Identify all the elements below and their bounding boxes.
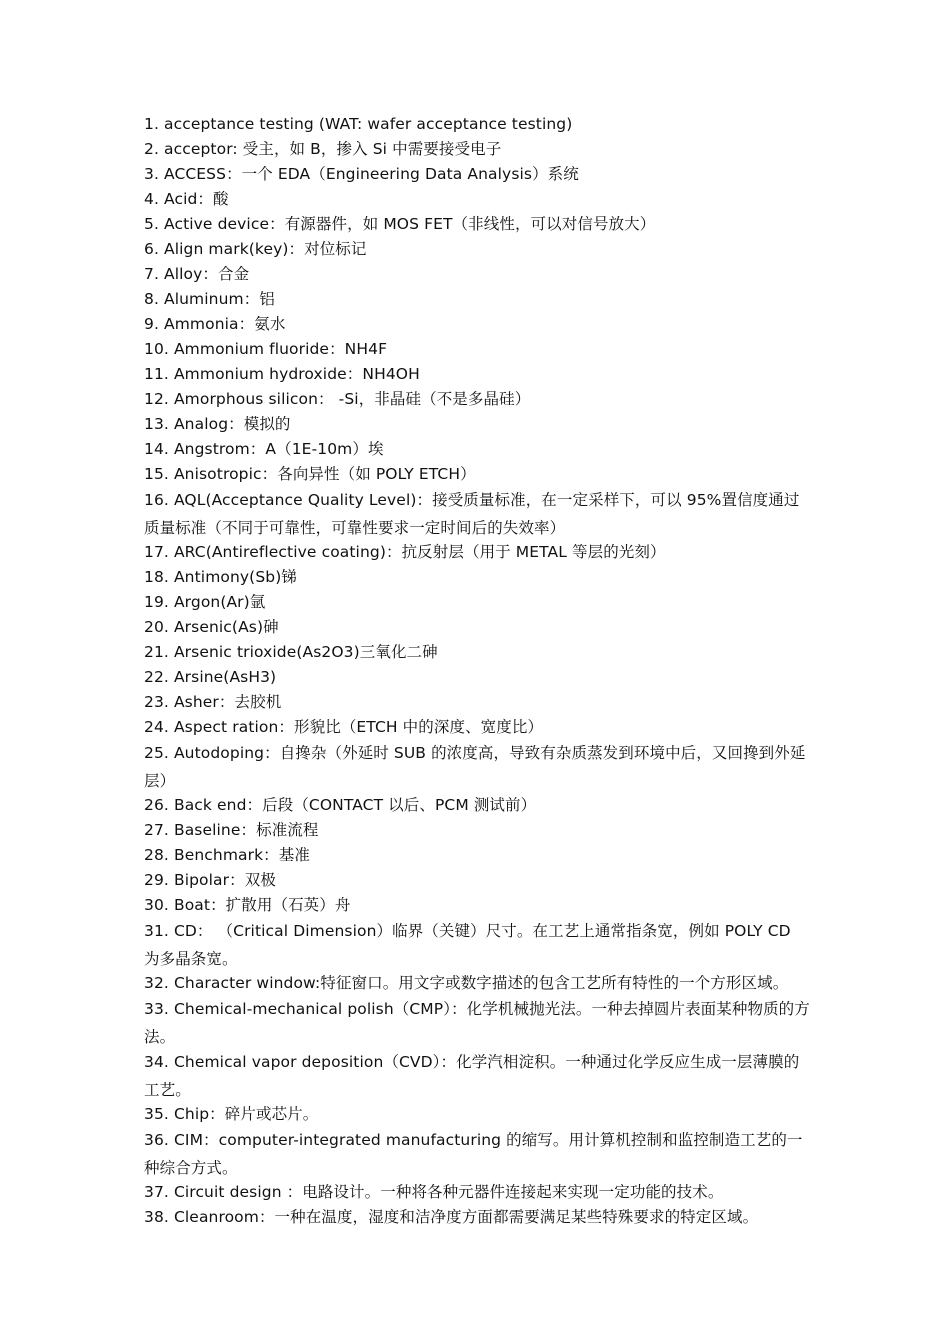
glossary-entry-9: 9. Ammonia：氨水 — [144, 315, 286, 333]
glossary-entry-10: 10. Ammonium fluoride：NH4F — [144, 340, 388, 358]
glossary-entry-27: 27. Baseline：标准流程 — [144, 821, 319, 839]
glossary-entry-13: 13. Analog：模拟的 — [144, 415, 291, 433]
glossary-entry-24: 24. Aspect ration：形貌比（ETCH 中的深度、宽度比） — [144, 718, 544, 736]
glossary-entry-33: 33. Chemical-mechanical polish（CMP）：化学机械抛光法。一种去掉圆片表面某种物质的方法。 — [144, 1000, 810, 1046]
glossary-entry-18: 18. Antimony(Sb)锑 — [144, 568, 297, 586]
glossary-entry-29: 29. Bipolar：双极 — [144, 871, 276, 889]
glossary-entry-31: 31. CD： （Critical Dimension）临界（关键）尺寸。在工艺上通常指条宽，例如 POLY CD 为多晶条宽。 — [144, 922, 791, 968]
glossary-entry-4: 4. Acid：酸 — [144, 190, 229, 208]
glossary-entry-32: 32. Character window:特征窗口。用文字或数字描述的包含工艺所有特性的一个方形区域。 — [144, 974, 789, 992]
glossary-entry-14: 14. Angstrom：A（1E-10m）埃 — [144, 440, 384, 458]
glossary-entry-20: 20. Arsenic(As)砷 — [144, 618, 279, 636]
glossary-entry-1: 1. acceptance testing (WAT: wafer acceptance testing) — [144, 115, 573, 133]
glossary-entry-30: 30. Boat：扩散用（石英）舟 — [144, 896, 351, 914]
glossary-entry-26: 26. Back end：后段（CONTACT 以后、PCM 测试前） — [144, 796, 537, 814]
glossary-entry-34: 34. Chemical vapor deposition（CVD）：化学汽相淀积。一种通过化学反应生成一层薄膜的工艺。 — [144, 1053, 800, 1099]
glossary-entry-22: 22. Arsine(AsH3) — [144, 668, 277, 686]
glossary-entry-19: 19. Argon(Ar)氩 — [144, 593, 266, 611]
glossary-list — [144, 112, 810, 1230]
glossary-entry-12: 12. Amorphous silicon： -Si，非晶硅（不是多晶硅） — [144, 390, 531, 408]
glossary-entry-35: 35. Chip：碎片或芯片。 — [144, 1105, 319, 1123]
glossary-entry-37: 37. Circuit design ：电路设计。一种将各种元器件连接起来实现一定功能的技术。 — [144, 1183, 724, 1201]
glossary-entry-21: 21. Arsenic trioxide(As2O3)三氧化二砷 — [144, 643, 438, 661]
glossary-entry-38: 38. Cleanroom：一种在温度，湿度和洁净度方面都需要满足某些特殊要求的特定区域。 — [144, 1208, 759, 1226]
glossary-entry-5: 5. Active device：有源器件，如 MOS FET（非线性，可以对信号放大） — [144, 215, 656, 233]
glossary-entry-2: 2. acceptor: 受主，如 B，掺入 Si 中需要接受电子 — [144, 140, 502, 158]
glossary-entry-36: 36. CIM：computer-integrated manufacturing 的缩写。用计算机控制和监控制造工艺的一种综合方式。 — [144, 1131, 803, 1177]
glossary-entry-3: 3. ACCESS：一个 EDA（Engineering Data Analysis）系统 — [144, 165, 579, 183]
glossary-entry-16: 16. AQL(Acceptance Quality Level)：接受质量标准，在一定采样下，可以 95%置信度通过质量标准（不同于可靠性，可靠性要求一定时间后的失效率） — [144, 491, 800, 537]
glossary-entry-11: 11. Ammonium hydroxide：NH4OH — [144, 365, 420, 383]
glossary-entry-23: 23. Asher：去胶机 — [144, 693, 282, 711]
glossary-entry-7: 7. Alloy：合金 — [144, 265, 250, 283]
glossary-entry-28: 28. Benchmark：基准 — [144, 846, 310, 864]
glossary-entry-25: 25. Autodoping：自搀杂（外延时 SUB 的浓度高，导致有杂质蒸发到环境中后，又回搀到外延层） — [144, 744, 806, 790]
glossary-entry-8: 8. Aluminum：铝 — [144, 290, 275, 308]
glossary-entry-15: 15. Anisotropic：各向异性（如 POLY ETCH） — [144, 465, 476, 483]
glossary-entry-6: 6. Align mark(key)：对位标记 — [144, 240, 367, 258]
glossary-entry-17: 17. ARC(Antireflective coating)：抗反射层（用于 METAL 等层的光刻） — [144, 543, 666, 561]
